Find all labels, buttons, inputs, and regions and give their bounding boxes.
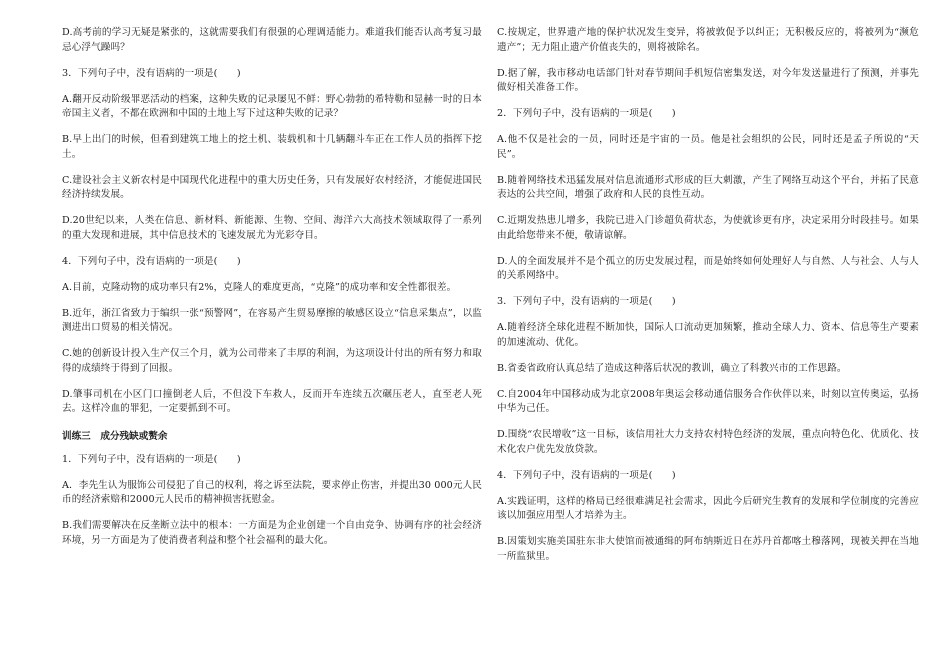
option-c: C.按规定，世界遗产地的保护状况发生变异，将被敦促予以纠正；无积极反应的，将被列为“濒危遗产”；无力阻止遗产价值丧失的，则将被除名。: [497, 27, 919, 53]
option-d: D.据了解，我市移动电话部门针对春节期间手机短信密集发送，对今年发送量进行了预测，并事先做好相关准备工作。: [497, 67, 919, 93]
question-stem: 2．下列句子中，没有语病的一项是( ): [497, 108, 676, 119]
left-column: [62, 26, 482, 560]
option-c: C.近期发热患儿增多，我院已进入门诊超负荷状态，为使就诊更有序，决定采用分时段挂号。如果由此给您带来不便，敬请谅解。: [497, 215, 919, 241]
option-c: C.自2004年中国移动成为北京2008年奥运会移动通信服务合作伙伴以来，时刻以宣传奥运，弘扬中华为己任。: [497, 388, 919, 414]
option-b: B.随着网络技术迅猛发展对信息流通形式形成的巨大刺激，产生了网络互动这个平台，并拓了民意表达的公共空间，增强了政府和人民的良性互动。: [497, 174, 919, 200]
paragraph: D.高考前的学习无疑是紧张的，这就需要我们有很强的心理调适能力。难道我们能否认高考复习最忌心浮气躁吗？: [62, 27, 482, 53]
option-b: B.近年，浙江省致力于编织一张“预警网”，在容易产生贸易摩擦的敏感区设立“信息采集点”，以监测进出口贸易的相关情况。: [62, 307, 482, 333]
option-a: A.目前，克隆动物的成功率只有2%，克隆人的难度更高，“克隆”的成功率和安全性都很差。: [62, 281, 457, 293]
option-d: D.围绕“农民增收”这一目标，该信用社大力支持农村特色经济的发展，重点向特色化、优质化、技术化农户优先发放贷款。: [497, 429, 919, 455]
question-stem: 3．下列句子中，没有语病的一项是( ): [62, 67, 241, 79]
section-heading: 训练三 成分残缺或赘余: [62, 431, 168, 442]
option-b: B.我们需要解决在反垄断立法中的根本：一方面是为企业创建一个自由竞争、协调有序的社会经济环境，另一方面是为了使消费者利益和整个社会福利的最大化。: [62, 520, 482, 546]
option-c: C.建设社会主义新农村是中国现代化进程中的重大历史任务，只有发展好农村经济，才能促进国民经济持续发展。: [62, 174, 482, 200]
option-a: A.实践证明，这样的格局已经很难满足社会需求，因此今后研究生教育的发展和学位制度的完善应该以加强应用型人才培养为主。: [497, 495, 919, 521]
option-a: A.随着经济全球化进程不断加快，国际人口流动更加频繁，推动全球人力、资本、信息等生产要素的加速流动、优化。: [497, 322, 919, 348]
question-stem: 4．下列句子中，没有语病的一项是( ): [497, 469, 676, 481]
question-stem: 4．下列句子中，没有语病的一项是( ): [62, 255, 241, 267]
option-a: A．李先生认为服饰公司侵犯了自己的权利，将之诉至法院，要求停止伤害，并提出30 000元人民币的经济索赔和2000元人民币的精神损害抚慰金。: [62, 479, 482, 505]
option-d: D.肇事司机在小区门口撞倒老人后，不但没下车救人，反而开车连续五次碾压老人，直至老人死去。这样冷血的罪犯，一定要抓到不可。: [62, 388, 482, 414]
option-a: A.翻开反动阶级罪恶活动的档案，这种失败的记录屡见不鲜：野心勃勃的希特勒和显赫一时的日本帝国主义者，不都在欧洲和中国的土地上写下过这种失败的记录？: [62, 93, 482, 119]
question-stem: 1．下列句子中，没有语病的一项是( ): [62, 453, 241, 465]
option-d: D.20世纪以来，人类在信息、新材料、新能源、生物、空间、海洋六大高技术领域取得了一系列的重大发现和进展，其中信息技术的飞速发展尤为光彩夺目。: [62, 215, 482, 241]
option-d: D.人的全面发展并不是个孤立的历史发展过程，而是始终如何处理好人与自然、人与社会、人与人的关系网络中。: [497, 255, 919, 281]
option-a: A.他不仅是社会的一员，同时还是宇宙的一员。他是社会组织的公民，同时还是孟子所说的“天民”。: [497, 134, 919, 160]
option-b: B.省委省政府认真总结了造成这种落后状况的教训，确立了科教兴市的工作思路。: [497, 362, 847, 374]
question-stem: 3．下列句子中，没有语病的一项是( ): [497, 296, 676, 307]
option-b: B.早上出门的时候，但看到建筑工地上的挖土机、装载机和十几辆翻斗车正在工作人员的指挥下挖土。: [62, 134, 482, 160]
right-column: [497, 26, 919, 576]
option-b: B.因策划实施美国驻东非大使馆而被通缉的阿布纳斯近日在苏丹首都喀土穆落网，现被关押在当地一所监狱里。: [497, 536, 919, 562]
option-c: C.她的创新设计投入生产仅三个月，就为公司带来了丰厚的利润，为这项设计付出的所有努力和取得的成绩终于得到了回报。: [62, 348, 482, 374]
